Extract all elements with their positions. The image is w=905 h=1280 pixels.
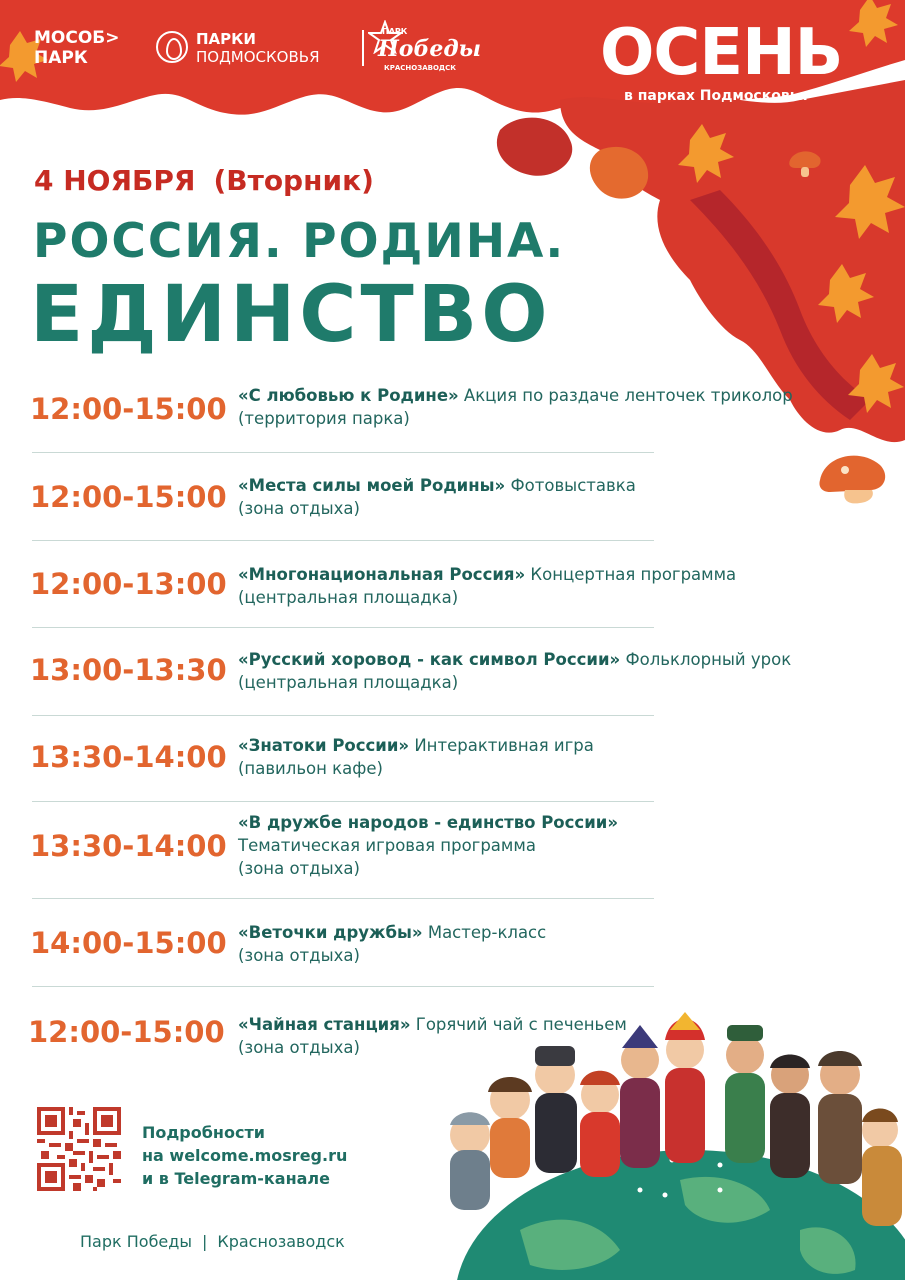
event-description [238, 1013, 627, 1059]
event-type: Горячий чай с печеньем [415, 1015, 627, 1034]
event-type: Интерактивная игра [414, 736, 594, 755]
event-type: Акция по раздаче ленточек триколор [463, 386, 793, 405]
parks-logo-line2: ПОДМОСКОВЬЯ [196, 48, 320, 66]
autumn-logo-subtitle: в парках Подмосковья [624, 88, 808, 104]
event-name: «Чайная станция» [238, 1015, 411, 1034]
footer-separator: | [201, 1232, 208, 1251]
separator-line [32, 898, 654, 899]
event-place: (павильон кафе) [238, 759, 383, 778]
pobedy-logo-main: Победы [378, 36, 482, 62]
parks-logo-line1: ПАРКИ [196, 30, 256, 48]
more-info-link[interactable]: на welcome.mosreg.ru [142, 1146, 348, 1165]
event-place: (центральная площадка) [238, 588, 459, 607]
event-place: (зона отдыха) [238, 1038, 360, 1057]
mosobpark-logo-line1: МОСОБ> [34, 28, 120, 48]
event-type: Фольклорный урок [625, 650, 792, 669]
separator-line [32, 627, 654, 628]
event-time: 14:00-15:00 [30, 926, 227, 960]
event-description [238, 384, 793, 430]
separator-line [32, 801, 654, 802]
event-place: (территория парка) [238, 409, 410, 428]
event-type: Тематическая игровая программа [238, 836, 536, 855]
event-place: (зона отдыха) [238, 499, 360, 518]
footer-park: Парк Победы [80, 1232, 192, 1251]
event-time: 12:00-15:00 [30, 480, 227, 514]
footer-city: Краснозаводск [217, 1232, 345, 1251]
more-info-line1: Подробности [142, 1123, 265, 1142]
event-time: 13:00-13:30 [30, 653, 227, 687]
event-time: 12:00-13:00 [30, 567, 227, 601]
pobedy-logo-city: КРАСНОЗАВОДСК [384, 64, 456, 72]
event-time: 12:00-15:00 [30, 392, 227, 426]
event-name: «Знатоки России» [238, 736, 410, 755]
leaf-cluster-1 [497, 118, 572, 176]
event-name: «Веточки дружбы» [238, 923, 423, 942]
event-description [238, 921, 546, 967]
event-description [238, 563, 736, 609]
more-info-line3: и в Telegram-канале [142, 1169, 330, 1188]
event-time: 12:00-15:00 [28, 1015, 225, 1049]
title-line1: РОССИЯ. РОДИНА. [33, 214, 566, 269]
title-line2: ЕДИНСТВО [30, 270, 552, 360]
event-description [238, 474, 636, 520]
event-day: 4 НОЯБРЯ [34, 164, 196, 197]
event-type: Фотовыставка [510, 476, 636, 495]
event-place: (зона отдыха) [238, 946, 360, 965]
footer [80, 1232, 345, 1251]
event-time: 13:30-14:00 [30, 740, 227, 774]
qr-code-icon[interactable] [37, 1107, 121, 1191]
mosobpark-logo [34, 28, 120, 68]
autumn-logo-title: ОСЕНЬ [600, 16, 843, 90]
event-place: (зона отдыха) [238, 859, 360, 878]
event-name: «Русский хоровод - как символ России» [238, 650, 621, 669]
event-description [238, 648, 791, 694]
event-type: Концертная программа [530, 565, 737, 584]
event-place: (центральная площадка) [238, 673, 459, 692]
event-name: «С любовью к Родине» [238, 386, 459, 405]
event-name: «Места силы моей Родины» [238, 476, 506, 495]
event-name: «Многонациональная Россия» [238, 565, 526, 584]
event-time: 13:30-14:00 [30, 829, 227, 863]
parks-leaf-icon [156, 31, 188, 63]
mosobpark-logo-line2: ПАРК [34, 48, 88, 68]
event-type: Мастер-класс [427, 923, 547, 942]
pobedy-logo-top: ПАРК [382, 27, 408, 36]
event-description [238, 811, 618, 880]
parks-podmoskovya-logo [196, 30, 320, 66]
event-description [238, 734, 594, 780]
event-weekday: (Вторник) [213, 164, 374, 197]
separator-line [32, 715, 654, 716]
separator-line [32, 540, 654, 541]
event-date [34, 164, 392, 197]
separator-line [32, 986, 654, 987]
logo-divider [362, 30, 364, 66]
mushroom-large [819, 456, 885, 504]
event-name: «В дружбе народов - единство России» [238, 813, 618, 832]
more-info [142, 1121, 347, 1190]
separator-line [32, 452, 654, 453]
